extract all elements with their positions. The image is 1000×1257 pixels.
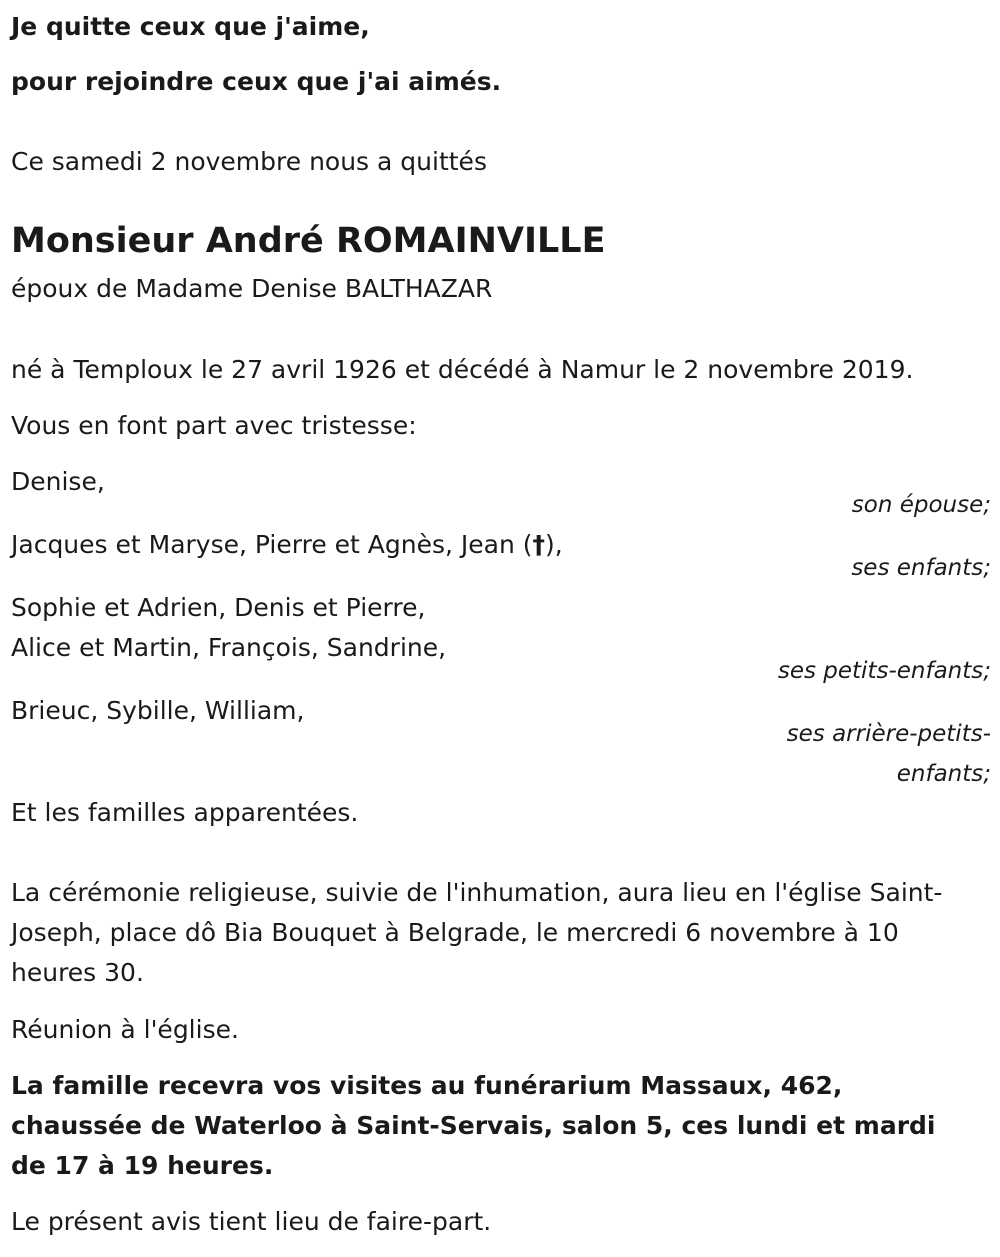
relatives-line: Et les familles apparentées.: [11, 798, 359, 827]
family-children-role: ses enfants;: [851, 555, 991, 581]
intro-text: Ce samedi 2 novembre nous a quittés: [11, 147, 487, 176]
family-great-grandchildren-role-2: enfants;: [896, 761, 991, 787]
ceremony-paragraph: La cérémonie religieuse, suivie de l'inhumation, aura lieu en l'église Saint-Joseph, place dô Bia Bouquet à Belgrade, le mercredi 6 novembre à 10 heures 30.: [11, 878, 943, 987]
family-grandchildren-names-2: Alice et Martin, François, Sandrine,: [11, 633, 447, 662]
family-children-names-text: Jacques et Maryse, Pierre et Agnès, Jean (: [11, 530, 533, 559]
spouse-line: époux de Madame Denise BALTHAZAR: [11, 274, 493, 303]
birth-death-line: né à Temploux le 27 avril 1926 et décédé à Namur le 2 novembre 2019.: [11, 355, 914, 384]
deceased-name: Monsieur André ROMAINVILLE: [11, 221, 606, 261]
notice-line: Le présent avis tient lieu de faire-part.: [11, 1207, 492, 1236]
family-grandchildren-names-1: Sophie et Adrien, Denis et Pierre,: [11, 593, 426, 622]
family-children-names-end: ),: [545, 530, 563, 559]
family-grandchildren-role: ses petits-enfants;: [777, 658, 991, 684]
announcers-intro: Vous en font part avec tristesse:: [11, 411, 417, 440]
poem-line-1: Je quitte ceux que j'aime,: [11, 12, 370, 41]
visits-paragraph: La famille recevra vos visites au funérarium Massaux, 462, chaussée de Waterloo à Saint-Servais, salon 5, ces lundi et mardi de 17 à 19 heures.: [11, 1071, 936, 1180]
family-great-grandchildren-role-1: ses arrière-petits-: [786, 721, 991, 747]
family-spouse-names: Denise,: [11, 467, 105, 496]
family-spouse-role: son épouse;: [851, 492, 991, 518]
poem-line-2: pour rejoindre ceux que j'ai aimés.: [11, 67, 502, 96]
cross-icon: †: [532, 530, 546, 559]
family-children-names: [11, 530, 563, 560]
gathering-line: Réunion à l'église.: [11, 1015, 239, 1044]
family-great-grandchildren-names: Brieuc, Sybille, William,: [11, 696, 305, 725]
